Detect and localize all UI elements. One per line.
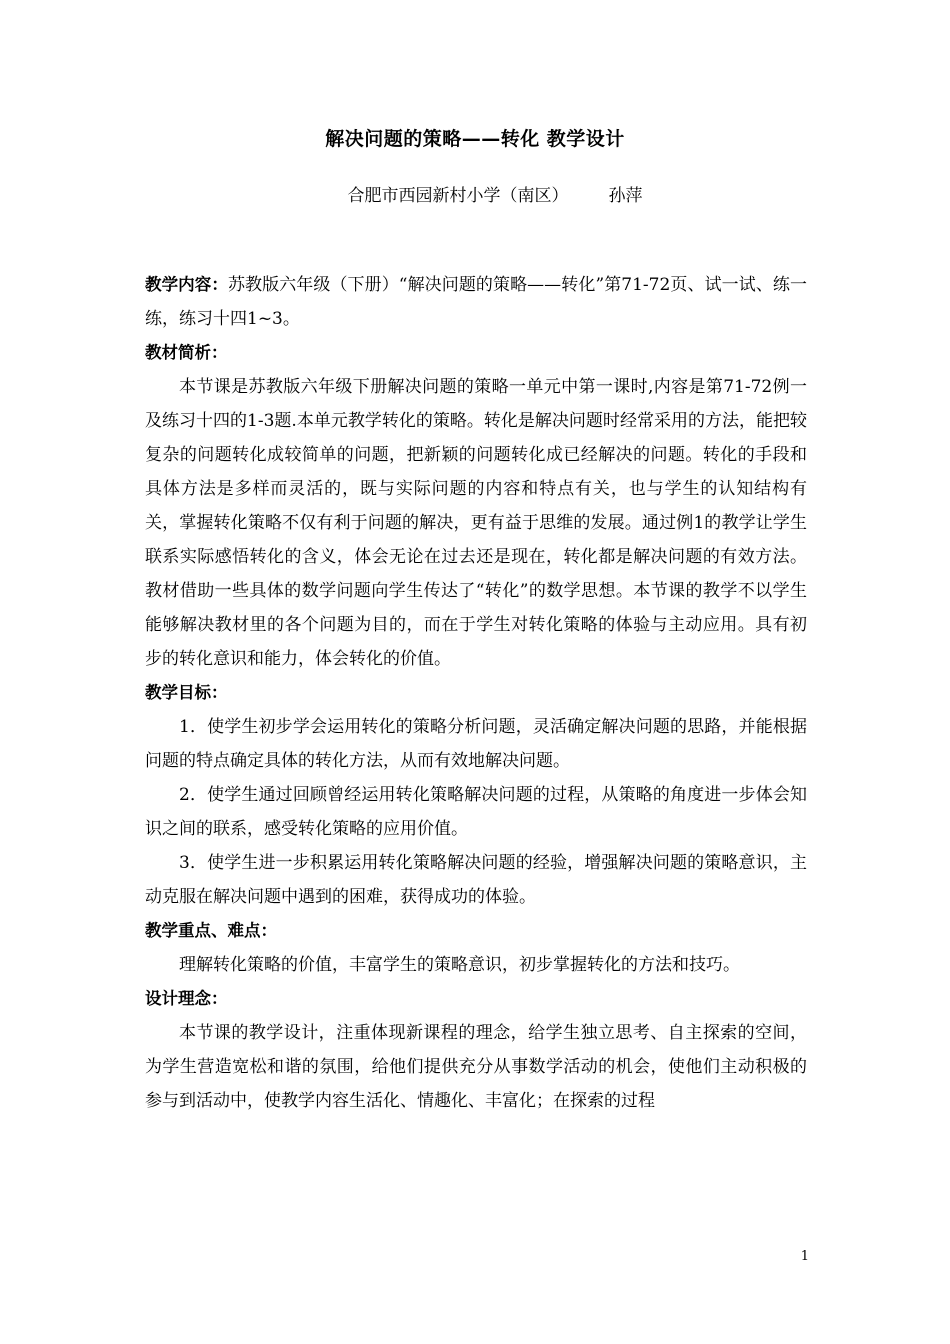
key-points-paragraph: 理解转化策略的价值，丰富学生的策略意识，初步掌握转化的方法和技巧。 xyxy=(179,955,740,975)
goal-item-1: 1．使学生初步学会运用转化的策略分析问题，灵活确定解决问题的思路，并能根据问题的特点确定具体的转化方法，从而有效地解决问题。 xyxy=(145,717,807,771)
goals-heading: 教学目标： xyxy=(145,683,228,702)
goal-item-3: 3．使学生进一步积累运用转化策略解决问题的经验，增强解决问题的策略意识，主动克服在解决问题中遇到的困难，获得成功的体验。 xyxy=(145,853,807,907)
author-school: 合肥市西园新村小学（南区） xyxy=(347,186,569,206)
key-points-heading: 教学重点、难点： xyxy=(145,921,277,940)
goal-item-2: 2．使学生通过回顾曾经运用转化策略解决问题的过程，从策略的角度进一步体会知识之间的联系，感受转化策略的应用价值。 xyxy=(145,785,807,839)
analysis-heading: 教材简析： xyxy=(145,343,228,362)
page-number: 1 xyxy=(800,1249,809,1264)
author-line xyxy=(0,181,950,206)
content-paragraph xyxy=(145,268,807,336)
content-heading: 教学内容： xyxy=(145,275,228,294)
design-paragraph: 本节课的教学设计，注重体现新课程的理念，给学生独立思考、自主探索的空间，为学生营造宽松和谐的氛围，给他们提供充分从事数学活动的机会，使他们主动积极的参与到活动中，使教学内容生活化、情趣化、丰富化；在探索的过程 xyxy=(145,1023,807,1111)
document-body xyxy=(145,268,807,1118)
analysis-paragraph: 本节课是苏教版六年级下册解决问题的策略一单元中第一课时,内容是第71-72例一及练习十四的1-3题.本单元教学转化的策略。转化是解决问题时经常采用的方法，能把较复杂的问题转化成较简单的问题，把新颖的问题转化成已经解决的问题。转化的手段和具体方法是多样而灵活的，既与实际问题的内容和特点有关，也与学生的认知结构有关，掌握转化策略不仅有利于问题的解决，更有益于思维的发展。通过例1的教学让学生联系实际感悟转化的含义，体会无论在过去还是现在，转化都是解决问题的有效方法。教材借助一些具体的数学问题向学生传达了“转化”的数学思想。本节课的教学不以学生能够解决教材里的各个问题为目的，而在于学生对转化策略的体验与主动应用。具有初步的转化意识和能力，体会转化的价值。 xyxy=(145,377,807,669)
design-heading: 设计理念： xyxy=(145,989,228,1008)
content-text: 苏教版六年级（下册）“解决问题的策略——转化”第71-72页、试一试、练一练，练习十四1~3。 xyxy=(145,275,808,329)
author-name: 孙萍 xyxy=(608,186,643,206)
document-title: 解决问题的策略——转化 教学设计 xyxy=(325,128,625,150)
